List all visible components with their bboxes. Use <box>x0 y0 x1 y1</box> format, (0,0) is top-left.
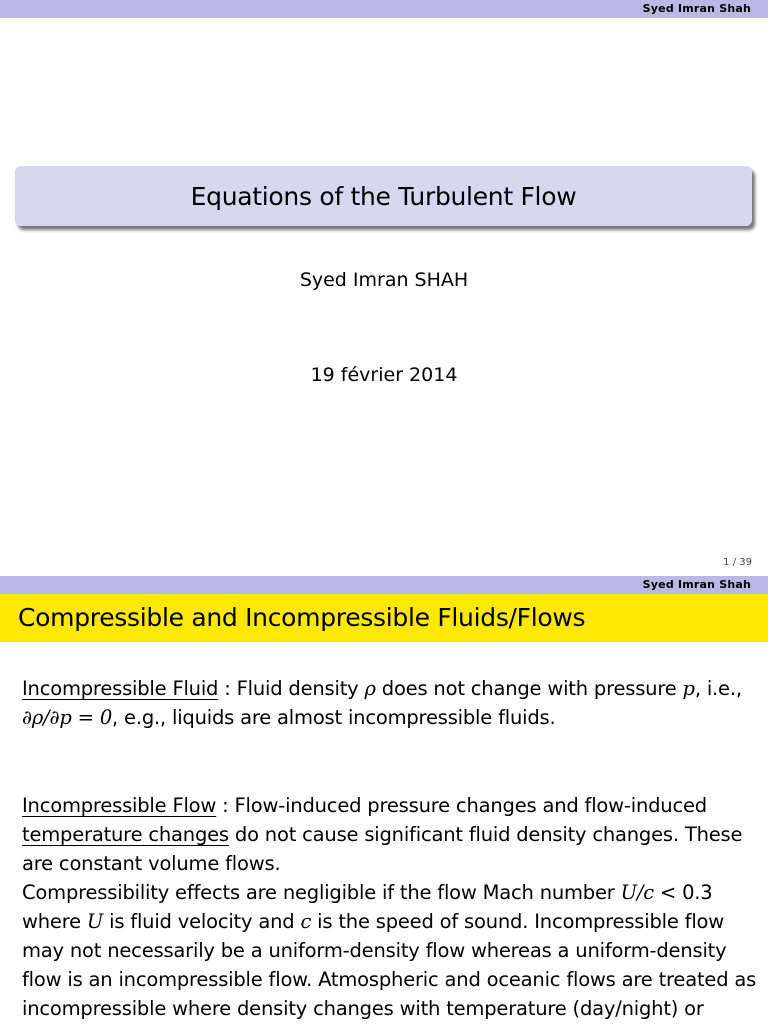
paragraph-incompressible-fluid <box>22 674 757 732</box>
content-slide <box>0 576 768 1024</box>
paragraph-compressibility <box>22 878 757 1023</box>
text-span: , i.e., <box>694 677 742 700</box>
presentation-date: 19 février 2014 <box>310 364 458 386</box>
page-number: 1 / 39 <box>723 557 752 568</box>
presentation-title-box <box>15 166 752 226</box>
term-incompressible-flow: Incompressible Flow <box>22 794 217 817</box>
text-span: does not change with pressure <box>375 677 683 700</box>
slide-header: Syed Imran Shah <box>0 0 768 18</box>
text-span: is fluid velocity and <box>103 910 301 933</box>
math-p: p <box>682 677 695 700</box>
term-incompressible-fluid: Incompressible Fluid <box>22 677 219 700</box>
slide-header: Syed Imran Shah <box>0 576 768 594</box>
author-name: Syed Imran SHAH <box>299 269 469 291</box>
text-span: Compressibility effects are negligible if the flow Mach number <box>22 881 621 904</box>
paragraph-incompressible-flow <box>22 791 757 878</box>
presentation-title: Equations of the Turbulent Flow <box>190 181 577 211</box>
term-temperature-changes: temperature changes <box>22 823 229 846</box>
math-mach: U/c <box>620 881 654 904</box>
text-span: , e.g., liquids are almost incompressible fluids. <box>112 706 556 729</box>
text-span: : Flow-induced pressure changes and flow-induced <box>216 794 707 817</box>
math-u: U <box>86 910 104 933</box>
math-rho: ρ <box>364 677 376 700</box>
math-derivative: ∂ρ/∂p = 0 <box>22 706 113 729</box>
text-span: : Fluid density <box>218 677 365 700</box>
text-span: is the speed of sound. Incompressible flow may not necessarily be a uniform-density flow whereas a uniform-density flow is an incompressible flow. Atmospheric and oceanic flows are treated as incompressible where density changes with temperature (day/night) or <box>22 910 757 1020</box>
frame-title: Compressible and Incompressible Fluids/Flows <box>0 594 768 642</box>
text-span: < 0.3 where <box>22 881 713 933</box>
math-c: c <box>300 910 312 933</box>
text-span: do not cause significant fluid density changes. These are constant volume flows. <box>22 823 743 875</box>
